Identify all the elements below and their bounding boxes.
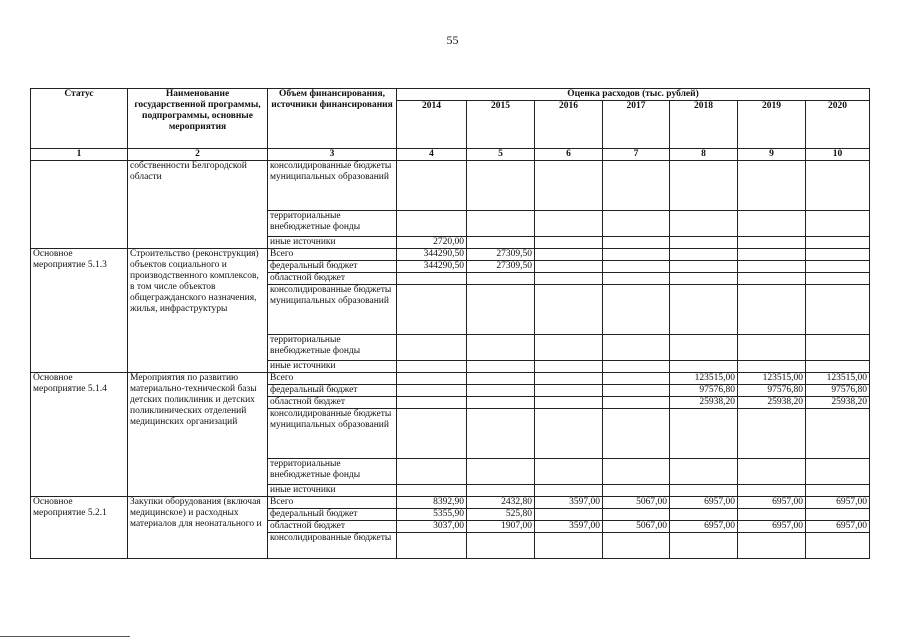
amount-cell	[467, 409, 535, 459]
table-row	[31, 497, 870, 509]
amount-cell	[603, 211, 670, 237]
amount-cell	[603, 533, 670, 559]
year-header: 2018	[670, 101, 738, 149]
amount-cell	[670, 261, 738, 273]
amount-cell	[467, 285, 535, 335]
funding-source-cell: территориальные внебюджетные фонды	[268, 459, 397, 485]
amount-cell	[603, 249, 670, 261]
amount-cell	[603, 261, 670, 273]
funding-source-cell: территориальные внебюджетные фонды	[268, 211, 397, 237]
amount-cell	[670, 533, 738, 559]
column-number: 6	[535, 149, 603, 161]
amount-cell	[738, 335, 806, 361]
amount-cell	[397, 533, 467, 559]
amount-cell	[467, 385, 535, 397]
funding-source-cell: областной бюджет	[268, 397, 397, 409]
funding-source-cell: областной бюджет	[268, 273, 397, 285]
amount-cell	[670, 485, 738, 497]
amount-cell: 2720,00	[397, 237, 467, 249]
amount-cell	[738, 261, 806, 273]
amount-cell	[806, 249, 870, 261]
amount-cell	[467, 533, 535, 559]
column-number: 3	[268, 149, 397, 161]
amount-cell	[535, 409, 603, 459]
amount-cell	[738, 211, 806, 237]
table-row	[31, 373, 870, 385]
amount-cell	[670, 161, 738, 211]
status-cell: Основное мероприятие 5.2.1	[31, 497, 128, 559]
table-row	[31, 249, 870, 261]
amount-cell	[806, 237, 870, 249]
amount-cell: 3597,00	[535, 497, 603, 509]
amount-cell: 123515,00	[670, 373, 738, 385]
amount-cell	[738, 361, 806, 373]
amount-cell: 5067,00	[603, 497, 670, 509]
amount-cell	[535, 533, 603, 559]
table-row	[31, 161, 870, 211]
funding-source-cell: иные источники	[268, 361, 397, 373]
amount-cell: 6957,00	[738, 521, 806, 533]
amount-cell: 5355,90	[397, 509, 467, 521]
amount-cell: 97576,80	[806, 385, 870, 397]
amount-cell	[603, 273, 670, 285]
amount-cell	[806, 211, 870, 237]
amount-cell	[670, 361, 738, 373]
amount-cell: 6957,00	[806, 497, 870, 509]
amount-cell	[738, 249, 806, 261]
amount-cell	[738, 273, 806, 285]
amount-cell	[806, 285, 870, 335]
funding-source-cell: консолидированные бюджеты муниципальных образований	[268, 161, 397, 211]
amount-cell	[806, 533, 870, 559]
amount-cell: 5067,00	[603, 521, 670, 533]
amount-cell	[738, 409, 806, 459]
column-number: 8	[670, 149, 738, 161]
amount-cell	[397, 161, 467, 211]
amount-cell	[397, 211, 467, 237]
amount-cell: 25938,20	[670, 397, 738, 409]
column-number: 2	[128, 149, 268, 161]
amount-cell	[535, 261, 603, 273]
funding-source-cell: консолидированные бюджеты муниципальных образований	[268, 285, 397, 335]
year-header: 2017	[603, 101, 670, 149]
funding-source-cell: областной бюджет	[268, 521, 397, 533]
amount-cell	[670, 335, 738, 361]
column-number: 7	[603, 149, 670, 161]
amount-cell: 25938,20	[806, 397, 870, 409]
amount-cell	[806, 273, 870, 285]
amount-cell	[603, 161, 670, 211]
amount-cell: 6957,00	[806, 521, 870, 533]
amount-cell	[806, 459, 870, 485]
amount-cell	[535, 273, 603, 285]
funding-source-cell: федеральный бюджет	[268, 261, 397, 273]
funding-source-cell: консолидированные бюджеты	[268, 533, 397, 559]
amount-cell: 6957,00	[738, 497, 806, 509]
amount-cell	[603, 385, 670, 397]
amount-cell	[397, 335, 467, 361]
amount-cell	[738, 509, 806, 521]
amount-cell	[467, 373, 535, 385]
funding-source-cell: Всего	[268, 373, 397, 385]
amount-cell	[738, 237, 806, 249]
status-cell	[31, 161, 128, 249]
amount-cell: 1907,00	[467, 521, 535, 533]
amount-cell: 27309,50	[467, 249, 535, 261]
amount-cell	[806, 335, 870, 361]
funding-source-cell: Всего	[268, 249, 397, 261]
amount-cell	[806, 361, 870, 373]
amount-cell	[806, 409, 870, 459]
status-cell: Основное мероприятие 5.1.4	[31, 373, 128, 497]
amount-cell	[397, 459, 467, 485]
amount-cell	[535, 237, 603, 249]
amount-cell	[806, 485, 870, 497]
amount-cell	[603, 485, 670, 497]
year-header: 2016	[535, 101, 603, 149]
column-number: 9	[738, 149, 806, 161]
amount-cell: 97576,80	[738, 385, 806, 397]
amount-cell	[603, 335, 670, 361]
amount-cell	[467, 361, 535, 373]
amount-cell	[397, 385, 467, 397]
column-number: 1	[31, 149, 128, 161]
measure-name-cell: Строительство (реконструкция) объектов социального и производственного комплексов, в том числе объектов общегражданского назначения, жилья, инфраструктуры	[128, 249, 268, 373]
amount-cell	[670, 249, 738, 261]
year-header: 2019	[738, 101, 806, 149]
amount-cell	[603, 397, 670, 409]
funding-source-cell: Всего	[268, 497, 397, 509]
amount-cell	[397, 273, 467, 285]
amount-cell	[535, 211, 603, 237]
amount-cell	[603, 237, 670, 249]
amount-cell	[806, 509, 870, 521]
amount-cell	[738, 285, 806, 335]
amount-cell	[535, 385, 603, 397]
amount-cell	[535, 459, 603, 485]
amount-cell	[397, 373, 467, 385]
amount-cell	[467, 237, 535, 249]
amount-cell	[670, 459, 738, 485]
amount-cell: 8392,90	[397, 497, 467, 509]
amount-cell	[670, 409, 738, 459]
amount-cell	[670, 211, 738, 237]
amount-cell	[738, 485, 806, 497]
amount-cell	[535, 285, 603, 335]
header-estimate: Оценка расходов (тыс. рублей)	[397, 89, 870, 101]
amount-cell	[670, 273, 738, 285]
amount-cell	[397, 285, 467, 335]
amount-cell	[738, 161, 806, 211]
amount-cell	[603, 285, 670, 335]
amount-cell	[535, 397, 603, 409]
amount-cell	[670, 237, 738, 249]
column-number: 5	[467, 149, 535, 161]
amount-cell	[603, 459, 670, 485]
amount-cell	[603, 373, 670, 385]
amount-cell: 3597,00	[535, 521, 603, 533]
amount-cell: 123515,00	[806, 373, 870, 385]
amount-cell	[535, 509, 603, 521]
amount-cell	[467, 397, 535, 409]
page-number: 55	[446, 33, 459, 47]
amount-cell	[397, 361, 467, 373]
funding-source-cell: иные источники	[268, 485, 397, 497]
amount-cell	[670, 285, 738, 335]
funding-source-cell: федеральный бюджет	[268, 509, 397, 521]
amount-cell	[467, 485, 535, 497]
funding-source-cell: консолидированные бюджеты муниципальных образований	[268, 409, 397, 459]
amount-cell	[467, 335, 535, 361]
column-number: 4	[397, 149, 467, 161]
amount-cell	[806, 261, 870, 273]
amount-cell: 25938,20	[738, 397, 806, 409]
amount-cell	[397, 397, 467, 409]
budget-table	[30, 88, 870, 559]
amount-cell: 6957,00	[670, 497, 738, 509]
amount-cell: 6957,00	[670, 521, 738, 533]
funding-source-cell: федеральный бюджет	[268, 385, 397, 397]
amount-cell: 97576,80	[670, 385, 738, 397]
measure-name-cell: Мероприятия по развитию материально-технической базы детских поликлиник и детских поликлинических отделений медицинских организаций	[128, 373, 268, 497]
amount-cell	[535, 161, 603, 211]
amount-cell	[535, 485, 603, 497]
amount-cell	[535, 335, 603, 361]
amount-cell	[603, 409, 670, 459]
measure-name-cell: Закупки оборудования (включая медицинское) и расходных материалов для неонатального и	[128, 497, 268, 559]
header-volume: Объем финансирования, источники финансирования	[268, 89, 397, 149]
header-status: Статус	[31, 89, 128, 149]
header-name: Наименование государственной программы, подпрограммы, основные мероприятия	[128, 89, 268, 149]
amount-cell	[467, 459, 535, 485]
amount-cell: 525,80	[467, 509, 535, 521]
amount-cell: 2432,80	[467, 497, 535, 509]
measure-name-cell: собственности Белгородской области	[128, 161, 268, 249]
funding-source-cell: территориальные внебюджетные фонды	[268, 335, 397, 361]
year-header: 2015	[467, 101, 535, 149]
column-number: 10	[806, 149, 870, 161]
funding-source-cell: иные источники	[268, 237, 397, 249]
amount-cell: 123515,00	[738, 373, 806, 385]
amount-cell	[467, 211, 535, 237]
amount-cell	[467, 161, 535, 211]
amount-cell: 344290,50	[397, 261, 467, 273]
amount-cell	[738, 533, 806, 559]
amount-cell	[397, 409, 467, 459]
year-header: 2014	[397, 101, 467, 149]
footer-divider	[0, 636, 130, 637]
amount-cell	[738, 459, 806, 485]
status-cell: Основное мероприятие 5.1.3	[31, 249, 128, 373]
amount-cell	[535, 361, 603, 373]
amount-cell	[670, 509, 738, 521]
amount-cell	[397, 485, 467, 497]
amount-cell	[467, 273, 535, 285]
amount-cell	[535, 373, 603, 385]
amount-cell	[603, 361, 670, 373]
amount-cell	[603, 509, 670, 521]
year-header: 2020	[806, 101, 870, 149]
amount-cell	[535, 249, 603, 261]
amount-cell: 344290,50	[397, 249, 467, 261]
amount-cell: 27309,50	[467, 261, 535, 273]
amount-cell	[806, 161, 870, 211]
amount-cell: 3037,00	[397, 521, 467, 533]
